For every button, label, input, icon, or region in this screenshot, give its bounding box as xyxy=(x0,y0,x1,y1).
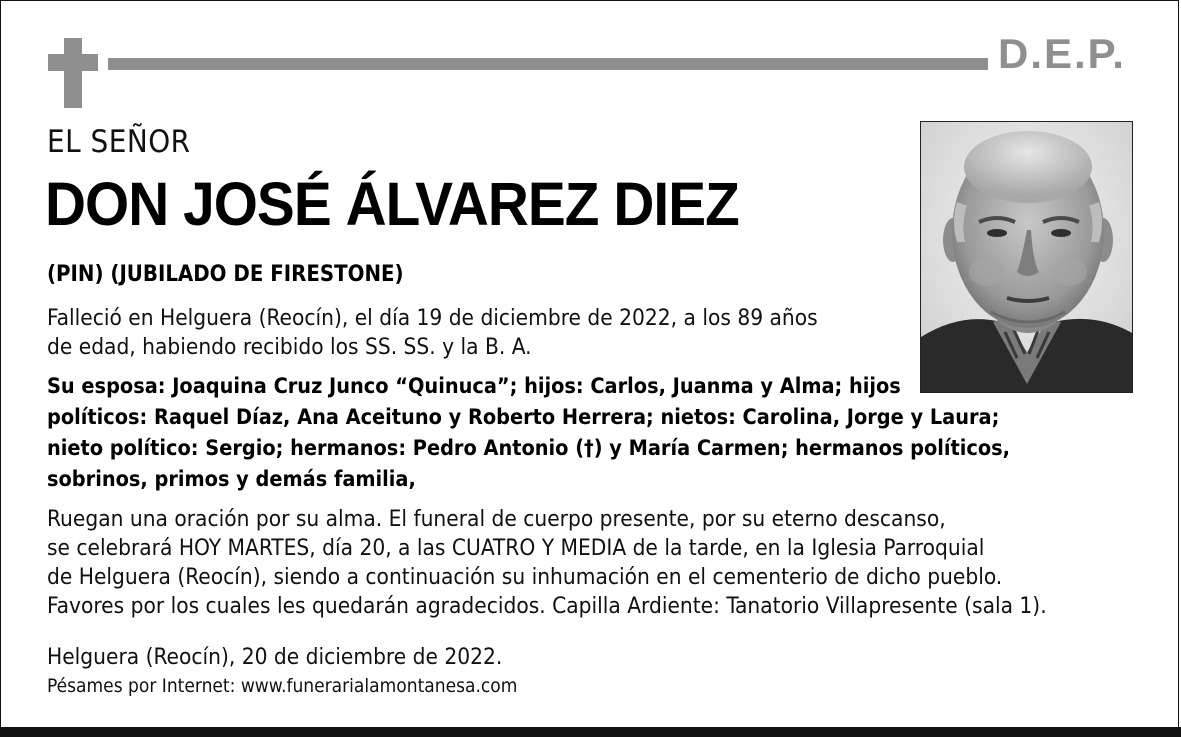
funeral-line: Ruegan una oración por su alma. El funeral de cuerpo presente, por su eterno descanso, xyxy=(47,506,946,532)
family-line: políticos: Raquel Díaz, Ana Aceituno y Roberto Herrera; nietos: Carolina, Jorge y Laura; xyxy=(47,405,1000,430)
title-prefix: EL SEÑOR xyxy=(47,124,191,160)
family-line: nieto político: Sergio; hermanos: Pedro Antonio (†) y María Carmen; hermanos políticos, xyxy=(47,436,1010,461)
bottom-border xyxy=(0,727,1181,737)
nickname: (PIN) (JUBILADO DE FIRESTONE) xyxy=(47,262,404,287)
family-line: Su esposa: Joaquina Cruz Junco “Quinuca”; hijos: Carlos, Juanma y Alma; hijos xyxy=(47,374,901,399)
funeral-line: Favores por los cuales les quedarán agradecidos. Capilla Ardiente: Tanatorio Villapresente (sala 1). xyxy=(47,593,1047,619)
place-date: Helguera (Reocín), 20 de diciembre de 2022. xyxy=(47,644,503,670)
death-line: de edad, habiendo recibido los SS. SS. y la B. A. xyxy=(47,334,532,360)
funeral-line: se celebrará HOY MARTES, día 20, a las CUATRO Y MEDIA de la tarde, en la Iglesia Parroquial xyxy=(47,535,985,561)
funeral-line: de Helguera (Reocín), siendo a continuación su inhumación en el cementerio de dicho pueblo. xyxy=(47,564,1003,590)
family-line: sobrinos, primos y demás familia, xyxy=(47,467,416,492)
dep-label: D.E.P. xyxy=(998,30,1126,77)
cross-vertical xyxy=(64,38,82,108)
death-line: Falleció en Helguera (Reocín), el día 19 de diciembre de 2022, a los 89 años xyxy=(47,305,818,331)
funeral-paragraph xyxy=(47,505,1157,621)
condolences-link[interactable]: Pésames por Internet: www.funerarialamontanesa.com xyxy=(47,675,518,697)
portrait-image xyxy=(921,122,1133,393)
family-paragraph xyxy=(47,371,1010,495)
header-rule xyxy=(108,58,988,70)
death-paragraph xyxy=(47,304,897,362)
cross-horizontal xyxy=(48,54,98,71)
deceased-name: DON JOSÉ ÁLVAREZ DIEZ xyxy=(45,170,739,238)
portrait-photo xyxy=(920,121,1133,393)
